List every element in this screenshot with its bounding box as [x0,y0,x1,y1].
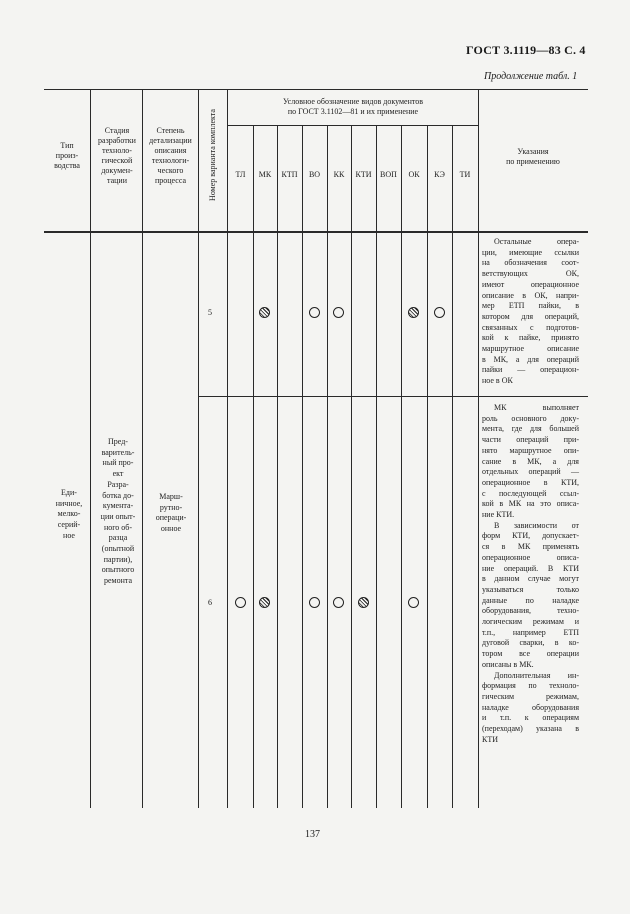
note-line: тором все операции [482,649,579,659]
doc-code-header: ТИ [459,170,471,179]
note-line: операционное в КТИ, [482,477,579,487]
note-line: данные по наладке [482,595,579,605]
hatched-circle-mark [259,307,270,318]
note-line: логическим режимам и [482,617,579,627]
open-circle-mark [309,307,320,318]
note-line: МК выполняет [494,403,579,412]
doc-code-header: ТЛ [235,170,246,179]
note-line: роль основного доку- [482,413,579,423]
grid-line [198,396,588,397]
doc-code-header: КТП [281,170,298,179]
note-line: гическим режимам, [482,691,579,701]
note-line: ся в МК применять [482,542,579,552]
doc-code-header: МК [258,170,272,179]
note-line: наладке оборудования [482,702,579,712]
note-line: нято маршрутное опи- [482,445,579,455]
open-circle-mark [408,597,419,608]
note-line: маршрутное описание [482,344,579,354]
note-line: форм КТИ, допускает- [482,531,579,541]
note-line: т.п., например ЕТП [482,627,579,637]
grid-line [427,125,428,808]
note-line: кой в МК на это описа- [482,499,579,509]
header-development-stage: Стадия разработки техноло- гической докумен- тации [98,126,136,185]
note-line: пайки — операцион- [482,365,579,375]
note-line: ветствующих ОК, [482,269,579,279]
note-line: связанных с подготов- [482,322,579,332]
note-line: кой к пайке, принято [482,333,579,343]
doc-code-header: КЭ [434,170,445,179]
note-line: описание в ОК, напри- [482,290,579,300]
header-usage-notes: Указания по применению [506,147,560,166]
note-line: В зависимости от [494,520,579,530]
grid-line [198,89,199,808]
detail-degree-value: Марш- рутно- операци- онное [155,492,187,534]
note-line: на обозначения соот- [482,258,579,268]
note-line: сание в МК, а для [482,456,579,466]
note-line: в данном случае могут [482,574,579,584]
note-line: Остальные опера- [494,237,579,246]
hatched-circle-mark [408,307,419,318]
note-line: мента, где для большей [482,424,579,434]
document-code: ГОСТ 3.1119—83 С. 4 [466,43,586,57]
open-circle-mark [333,307,344,318]
note-line: описаны в МК. [482,659,534,669]
open-circle-mark [434,307,445,318]
note-line: Дополнительная ин- [494,670,579,680]
variant-number: 6 [208,598,212,607]
note-line: мер ЕТП пайки, в [482,301,579,311]
open-circle-mark [333,597,344,608]
grid-line [44,89,588,90]
note-line: ние операций. В КТИ [482,563,579,573]
note-line: операционное описа- [482,552,579,562]
usage-note [482,403,579,746]
usage-note [482,237,579,387]
note-line: дуговой сварки, в ко- [482,638,579,648]
note-line: отдельных операций — [482,467,579,477]
note-line: (переходам) указана в [482,724,579,734]
note-line: с последующей ссыл- [482,488,579,498]
grid-line [327,125,328,808]
note-line: ции, имеющие ссылки [482,247,579,257]
header-document-group: Условное обозначение видов документов по ГОСТ 3.1102—81 и их применение [282,97,424,116]
table-continuation-label: Продолжение табл. 1 [484,71,578,82]
hatched-circle-mark [259,597,270,608]
grid-line [228,125,478,126]
note-line: КТИ [482,734,498,744]
doc-code-header: ВО [308,170,321,179]
doc-code-header: ОК [408,170,420,179]
header-variant-number: Номер варианта комплекта [208,109,217,201]
grid-line [401,125,402,808]
grid-line [277,125,278,808]
doc-code-header: ВОП [380,170,397,179]
variant-number: 5 [208,308,212,317]
development-stage-value: Пред- варитель- ный про- ект Разра- ботка до- кумента- ции опыт- ного об- разца (опытной партии), опытного ремонта [100,437,136,586]
grid-line [44,231,588,233]
open-circle-mark [235,597,246,608]
production-type-value: Еди- ничное, мелко- серий- ное [55,488,83,540]
note-line: имеют операционное [482,279,579,289]
page-number: 137 [305,829,320,840]
grid-line [227,89,228,808]
grid-line [376,125,377,808]
note-line: ное в ОК [482,376,513,386]
note-line: формация по техноло- [482,681,579,691]
note-line: ние КТИ. [482,510,515,520]
note-line: оборудования, техно- [482,606,579,616]
open-circle-mark [309,597,320,608]
doc-code-header: КТИ [355,170,372,179]
grid-line [478,89,479,808]
header-production-type: Тип произ- водства [54,141,80,170]
grid-line [142,89,143,808]
grid-line [90,89,91,808]
note-line: в МК, а для операций [482,354,579,364]
grid-line [452,125,453,808]
hatched-circle-mark [358,597,369,608]
note-line: части операций при- [482,435,579,445]
header-detail-degree: Степень детализации описания технологи- ческого процесса [149,126,192,185]
note-line: указываться только [482,584,579,594]
grid-line [302,125,303,808]
note-line: котором для операций, [482,311,579,321]
grid-line [351,125,352,808]
grid-line [253,125,254,808]
note-line: и т.п. к операциям [482,713,579,723]
doc-code-header: КК [333,170,345,179]
